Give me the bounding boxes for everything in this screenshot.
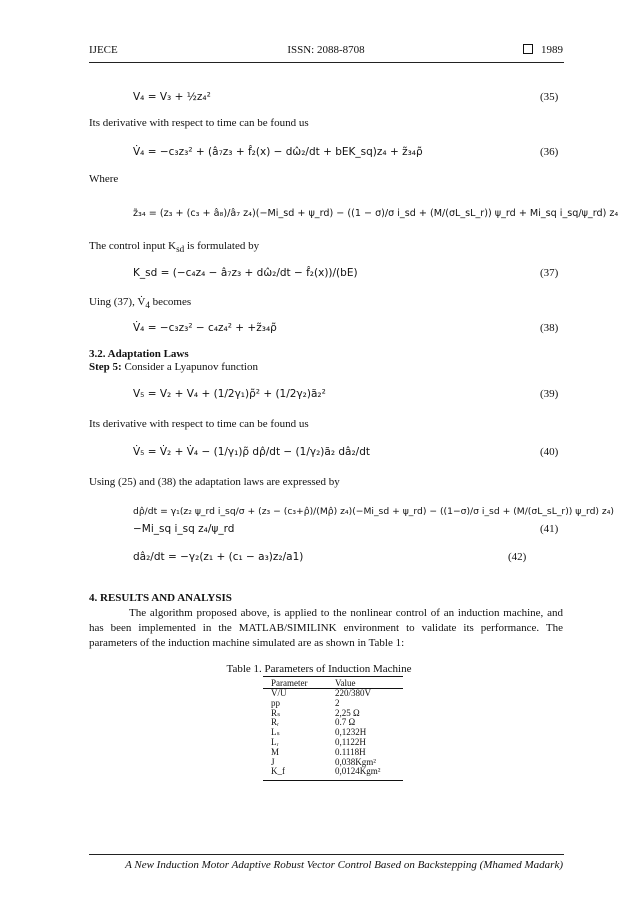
table-header-row bbox=[263, 677, 403, 689]
equation-42: dâ₂/dt = −γ₂(z₁ + (c₁ − a₃)z₂/a1) bbox=[133, 551, 304, 563]
param-cell: Rᵣ bbox=[271, 717, 280, 728]
table-row bbox=[263, 767, 403, 780]
page-header bbox=[89, 44, 563, 60]
equation-37: K_sd = (−c₄z₄ − â₇z₃ + dω̂₂/dt − f̂₂(x))/(bE) bbox=[133, 267, 358, 279]
param-cell: Lᵣ bbox=[271, 736, 279, 747]
table-caption: Table 1. Parameters of Induction Machine bbox=[226, 663, 412, 675]
param-cell: K_f bbox=[263, 767, 327, 780]
control-input-text bbox=[89, 240, 259, 254]
equation-41-line-1: dρ̂/dt = γ₁(z₂ ψ_rd i_sq/σ + (z₃ − (c₃+ρ̂)/(Mρ̂) z₄)(−Mi_sd + ψ_rd) − ((1−σ)/σ i_sd + (M/(σL_sL_r)) ψ_rd) z₄) bbox=[133, 506, 614, 517]
derivative-text-1: Its derivative with respect to time can be found us bbox=[89, 117, 309, 129]
equation-number-42: (42) bbox=[508, 551, 527, 563]
equation-number-37: (37) bbox=[540, 267, 559, 279]
page-footer: A New Induction Motor Adaptive Robust Vector Control Based on Backstepping (Mhamed Madark) bbox=[125, 859, 563, 871]
equation-40: V̇₅ = V̇₂ + V̇₄ − (1/γ₁)ρ̃ dρ̂/dt − (1/γ₂)ã₂ dâ₂/dt bbox=[133, 446, 370, 458]
results-paragraph-text: The algorithm proposed above, is applied to the nonlinear control of an induction machine, and has been implemented in the MATLAB/SIMILINK environment to validate its performance. The parameters of the induction machine simulated are as shown in Table 1: bbox=[89, 607, 563, 649]
where-label: Where bbox=[89, 173, 119, 185]
value-cell: 0,038Kgm² bbox=[335, 756, 376, 767]
param-cell: V/U bbox=[271, 688, 287, 698]
value-cell: 2,25 Ω bbox=[335, 707, 360, 718]
using-25-text: Using (25) and (38) the adaptation laws are expressed by bbox=[89, 476, 340, 488]
param-cell: M bbox=[271, 746, 280, 757]
table-row bbox=[263, 728, 403, 738]
table-row bbox=[263, 709, 403, 719]
using-37-main: Uing (37), V̇ bbox=[89, 296, 146, 308]
step-5-text bbox=[89, 361, 258, 373]
step-5-desc: Consider a Lyapunov function bbox=[121, 361, 258, 373]
header-value: Value bbox=[327, 677, 403, 689]
equation-number-36: (36) bbox=[540, 146, 559, 158]
step-5-label: Step 5: bbox=[89, 361, 122, 373]
section-3-2-heading: 3.2. Adaptation Laws bbox=[89, 348, 189, 360]
control-text-sub: sd bbox=[176, 244, 185, 255]
control-text-main: The control input K bbox=[89, 240, 177, 252]
table-row bbox=[263, 689, 403, 699]
page-number: 1989 bbox=[541, 44, 563, 56]
parameters-table bbox=[263, 676, 403, 781]
equation-41-line-2: −Mi_sq i_sq z₄/ψ_rd bbox=[133, 523, 235, 535]
equation-z34: z̃₃₄ = (z₃ + (c₃ + â₈)/â₇ z₄)(−Mi_sd + ψ_rd) − ((1 − σ)/σ i_sd + (M/(σL_sL_r)) ψ_rd + Mi_sq i_sq/ψ_rd) z₄ bbox=[133, 208, 619, 219]
equation-number-41: (41) bbox=[540, 523, 559, 535]
equation-number-39: (39) bbox=[540, 388, 559, 400]
value-cell: 0,1122H bbox=[335, 736, 366, 747]
journal-name: IJECE bbox=[89, 44, 118, 56]
checkbox-square-icon bbox=[523, 44, 533, 54]
results-paragraph bbox=[89, 606, 563, 651]
using-37-end: becomes bbox=[149, 296, 192, 308]
table-row bbox=[263, 738, 403, 748]
issn: ISSN: 2088-8708 bbox=[287, 44, 365, 56]
param-cell: Rₛ bbox=[271, 707, 281, 718]
value-cell: 0.7 Ω bbox=[335, 717, 356, 728]
equation-number-40: (40) bbox=[540, 446, 559, 458]
table-row bbox=[263, 699, 403, 709]
page-number-block bbox=[523, 44, 563, 56]
value-cell: 0.1118H bbox=[335, 746, 366, 757]
header-rule bbox=[89, 62, 564, 63]
footer-rule bbox=[89, 854, 564, 855]
equation-number-38: (38) bbox=[540, 322, 559, 334]
param-cell: J bbox=[271, 756, 275, 767]
control-text-end: is formulated by bbox=[184, 240, 260, 252]
equation-35: V₄ = V₃ + ½z₄² bbox=[133, 91, 211, 103]
equation-39: V₅ = V₂ + V₄ + (1/2γ₁)ρ̃² + (1/2γ₂)ã₂² bbox=[133, 388, 326, 400]
using-37-sub: 4 bbox=[145, 300, 150, 311]
param-cell: pp bbox=[271, 697, 280, 708]
value-cell: 0,1232H bbox=[335, 727, 367, 738]
table-row bbox=[263, 748, 403, 758]
section-4-heading: 4. RESULTS AND ANALYSIS bbox=[89, 592, 232, 604]
using-37-text bbox=[89, 296, 191, 310]
equation-38: V̇₄ = −c₃z₃² − c₄z₄² + +z̃₃₄ρ̃ bbox=[133, 322, 277, 334]
value-cell: 2 bbox=[335, 697, 340, 708]
equation-36: V̇₄ = −c₃z₃² + (â₇z₃ + f̂₂(x) − dω̂₂/dt + bEK_sq)z₄ + z̃₃₄ρ̃ bbox=[133, 146, 423, 158]
derivative-text-2: Its derivative with respect to time can be found us bbox=[89, 418, 309, 430]
header-parameter: Parameter bbox=[263, 677, 327, 689]
table-row bbox=[263, 718, 403, 728]
equation-number-35: (35) bbox=[540, 91, 559, 103]
param-cell: Lₛ bbox=[271, 727, 280, 738]
value-cell: 0,0124Kgm² bbox=[327, 767, 403, 780]
value-cell: 220/380V bbox=[335, 688, 371, 698]
